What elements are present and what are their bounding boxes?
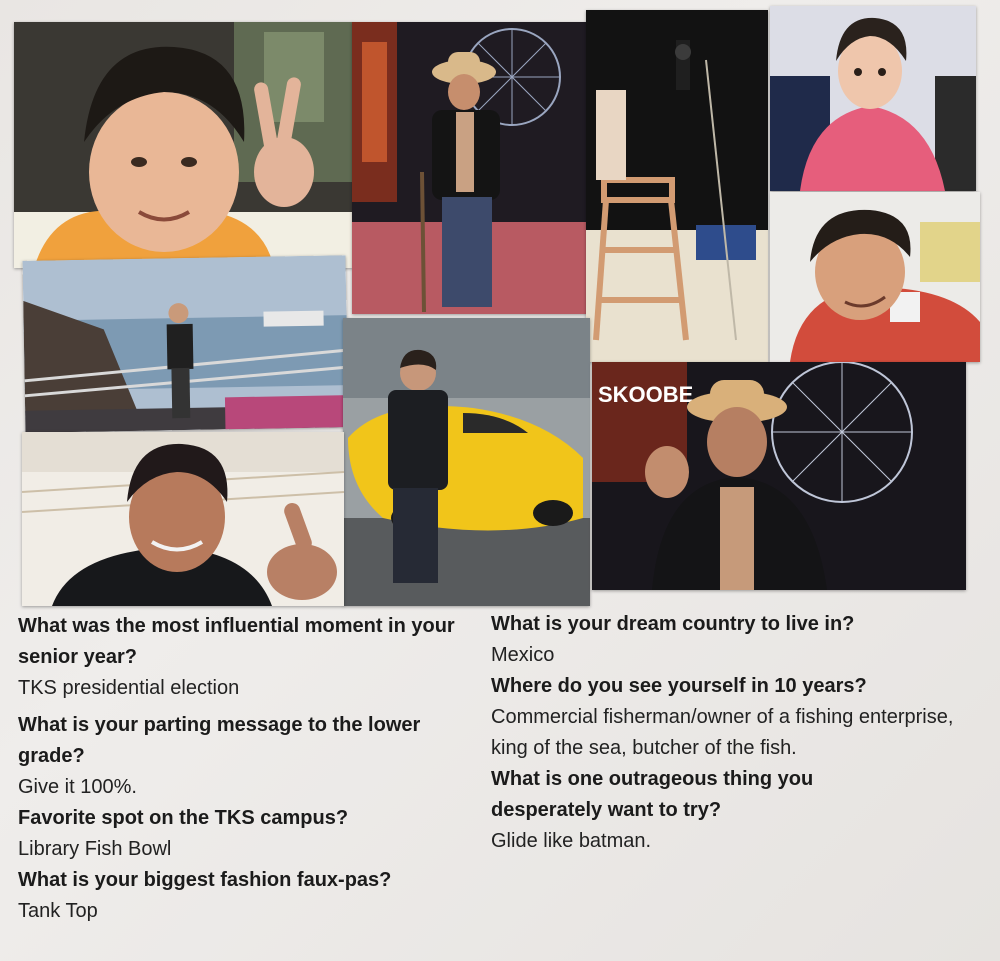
- qa-right-column: [491, 609, 991, 857]
- person-photo-icon: [592, 362, 966, 590]
- person-photo-icon: [352, 22, 588, 314]
- photo-pier-overlook: [23, 255, 349, 433]
- question-influential-moment: What was the most influential moment in your senior year?: [18, 615, 455, 668]
- question-parting-message: What is your parting message to the lower grade?: [18, 714, 421, 767]
- selfie-photo-icon: [22, 432, 344, 606]
- question-outrageous-thing: What is one outrageous thing you desperately want to try?: [491, 768, 814, 821]
- answer-fashion-faux-pas: Tank Top: [18, 900, 98, 922]
- photo-lifeguard-chair: [586, 10, 768, 362]
- question-dream-country: What is your dream country to live in?: [491, 613, 855, 635]
- photo-boy-red-shirt: [770, 192, 980, 362]
- answer-parting-message: Give it 100%.: [18, 776, 137, 798]
- answer-ten-years: Commercial fisherman/owner of a fishing enterprise, king of the sea, butcher of the fish.: [491, 706, 954, 759]
- photo-yellow-sports-car: [343, 318, 590, 606]
- question-favorite-spot: Favorite spot on the TKS campus?: [18, 807, 349, 829]
- answer-favorite-spot: Library Fish Bowl: [18, 838, 172, 860]
- photo-ferris-wheel-night: [352, 22, 588, 314]
- person-photo-icon: [23, 255, 349, 433]
- photo-selfie-thumbs-up: [22, 432, 344, 606]
- neon-sign-text: SKOOBE: [598, 382, 694, 407]
- question-ten-years: Where do you see yourself in 10 years?: [491, 675, 867, 697]
- question-fashion-faux-pas: What is your biggest fashion faux-pas?: [18, 869, 392, 891]
- answer-dream-country: Mexico: [491, 644, 555, 666]
- answer-influential-moment: TKS presidential election: [18, 677, 240, 699]
- photo-toddler-pink-shirt: [770, 6, 976, 191]
- photo-straw-hat-pier: [592, 362, 966, 590]
- child-photo-icon: [14, 22, 353, 268]
- answer-outrageous-thing: Glide like batman.: [491, 830, 652, 852]
- beach-photo-icon: [586, 10, 768, 362]
- child-photo-icon: [770, 192, 980, 362]
- photo-kid-peace-sign: [14, 22, 353, 268]
- car-photo-icon: [343, 318, 590, 606]
- qa-left-column: [18, 611, 478, 927]
- child-photo-icon: [770, 6, 976, 191]
